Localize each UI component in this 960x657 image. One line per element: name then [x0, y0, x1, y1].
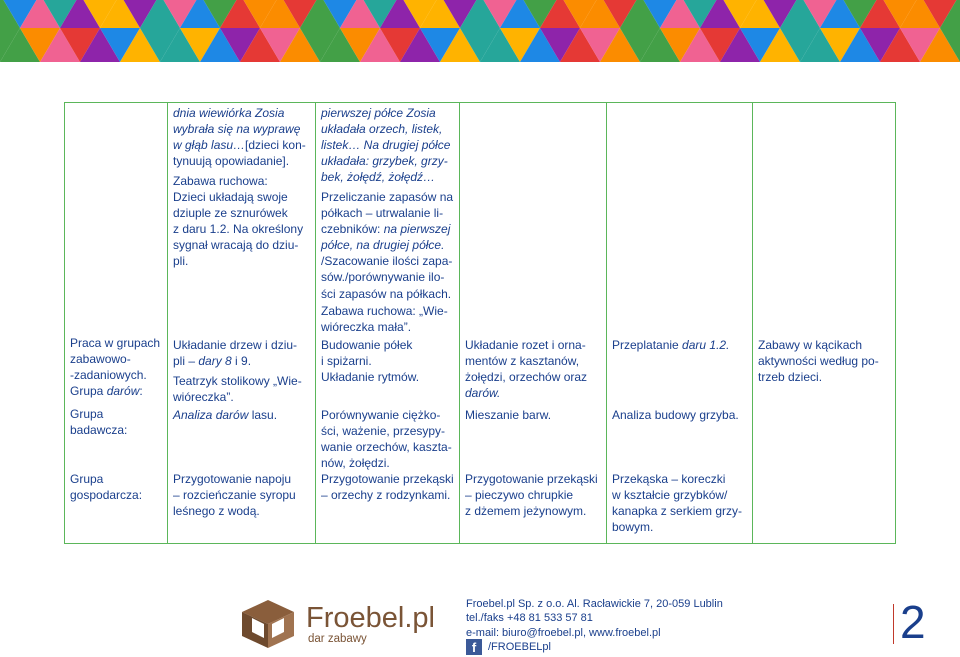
contact-email-web[interactable]: e-mail: biuro@froebel.pl, www.froebel.pl: [466, 626, 661, 639]
facebook-handle[interactable]: /FROEBELpl: [488, 641, 551, 653]
text-line: Przekąska – koreczki: [612, 472, 726, 486]
text-line: bek, żołędź, żołędź…: [321, 170, 436, 185]
page-number-divider: [893, 604, 894, 644]
text-line: półkach – utrwalanie li-: [321, 206, 444, 221]
column-day-2: [316, 103, 460, 543]
column-day-1: [168, 103, 316, 543]
group-household-label: [70, 471, 163, 503]
text-line: pli.: [173, 254, 189, 269]
banner-fade: [0, 62, 960, 80]
text-line: tynuują opowiadanie].: [173, 154, 290, 169]
text-line: trzeb dzieci.: [758, 370, 823, 385]
text-line: Praca w grupach: [70, 336, 161, 350]
text-line: mentów z kasztanów,: [465, 354, 580, 369]
text-line: /Szacowanie ilości zapa-: [321, 254, 453, 269]
prep-block: [173, 471, 311, 519]
text-line: Przygotowanie napoju: [173, 472, 292, 486]
text-fragment: daru 1.2.: [682, 338, 730, 352]
text-fragment: na pierwszej: [383, 222, 451, 237]
text-line: wybrała się na wyprawę: [173, 122, 301, 137]
text-line: sygnał wracają do dziu-: [173, 238, 299, 253]
text-line: [173, 137, 311, 153]
text-fragment: lasu.: [248, 408, 278, 422]
text-line: nów, żołędzi.: [321, 456, 390, 471]
group-darow-label: [70, 383, 163, 399]
text-line: dnia wiewiórka Zosia: [173, 106, 285, 120]
text-line: i spiżarni.: [321, 354, 372, 369]
text-line: z daru 1.2. Na określony: [173, 222, 304, 237]
text-fragment: czebników:: [321, 222, 384, 237]
text-line: z dżemem jeżynowym.: [465, 504, 587, 519]
text-line: żołędzi, orzechów oraz: [465, 370, 588, 385]
text-line: półce, na drugiej półce.: [321, 238, 445, 253]
text-line: ści zapasów na półkach.: [321, 286, 452, 301]
group-research-label: [70, 406, 163, 438]
text-line: leśnego z wodą.: [173, 504, 260, 519]
text-fragment: [dzieci kon-: [245, 138, 306, 153]
text-line: Teatrzyk stolikowy „Wie-: [173, 374, 302, 389]
play-block: [758, 337, 893, 385]
mix-block: [465, 407, 602, 423]
text-fragment: w głąb lasu…: [173, 138, 246, 153]
text-line: – pieczywo chrupkie: [465, 488, 574, 503]
text-line: kanapka z serkiem grzy-: [612, 504, 743, 519]
text-line: badawcza:: [70, 423, 128, 438]
text-line: Układanie rozet i orna-: [465, 338, 586, 352]
movement-game-block: [173, 173, 311, 270]
text-fragment: darów: [106, 384, 140, 399]
text-line: Przeliczanie zapasów na: [321, 190, 454, 204]
froebel-cube-logo-icon: [238, 598, 298, 650]
text-line: Porównywanie ciężko-: [321, 408, 441, 422]
column-day-4: [607, 103, 753, 543]
brand-tagline: dar zabawy: [308, 633, 367, 645]
facebook-icon: f: [466, 639, 482, 655]
text-line: wanie orzechów, kaszta-: [321, 440, 452, 455]
decorative-triangle-banner: [0, 0, 960, 80]
column-day-3: [460, 103, 607, 543]
text-line: wióreczka”.: [173, 390, 234, 405]
text-fragment: i 9.: [231, 354, 252, 369]
contact-info: [466, 597, 723, 640]
weave-block: [612, 337, 748, 353]
compare-block: [321, 407, 455, 471]
contact-phone: tel./faks +48 81 533 57 81: [466, 612, 593, 625]
text-line: – rozcieńczanie syropu: [173, 488, 296, 503]
brand-name: Froebel.pl: [306, 602, 435, 634]
text-line: -zadaniowych.: [70, 368, 147, 383]
text-line: wióreczka mała”.: [321, 320, 412, 335]
text-line: Analiza budowy grzyba.: [612, 408, 739, 422]
facebook-link[interactable]: [466, 639, 551, 655]
build-block: [321, 337, 455, 385]
text-fragment: Przeplatanie: [612, 338, 683, 352]
text-line: Przygotowanie przekąski: [465, 472, 598, 486]
text-line: Mieszanie barw.: [465, 408, 552, 422]
text-line: listek… Na drugiej półce: [321, 138, 451, 153]
movement-game-block: [321, 303, 455, 335]
text-line: układała orzech, listek,: [321, 122, 443, 137]
text-line: gospodarcza:: [70, 488, 143, 503]
contact-address: Froebel.pl Sp. z o.o. Al. Racławickie 7, 20-059 Lublin: [466, 598, 723, 610]
analysis-block: [173, 407, 311, 423]
text-line: Przygotowanie przekąski: [321, 472, 454, 486]
prep-block: [465, 471, 602, 519]
text-fragment: Analiza darów: [173, 408, 249, 422]
text-line: w kształcie grzybków/: [612, 488, 728, 503]
text-fragment: pli –: [173, 354, 199, 369]
prep-block: [321, 471, 455, 503]
group-work-block: [70, 335, 163, 399]
page-number: 2: [900, 596, 926, 648]
activity-plan-table: [64, 102, 896, 544]
analysis-block: [612, 407, 748, 423]
text-line: Zabawa ruchowa:: [173, 174, 268, 188]
text-line: Zabawa ruchowa: „Wie-: [321, 304, 448, 318]
text-line: Grupa: [70, 472, 104, 486]
text-line: darów.: [465, 386, 501, 401]
text-line: [321, 221, 455, 237]
arrange-block: [465, 337, 602, 401]
text-line: Dzieci układają swoje: [173, 190, 288, 205]
text-line: [173, 407, 311, 423]
text-line: Układanie rytmów.: [321, 370, 420, 385]
text-line: [173, 353, 311, 369]
text-line: zabawowo-: [70, 352, 131, 367]
text-line: ści, ważenie, przesypy-: [321, 424, 446, 439]
text-line: – orzechy z rodzynkami.: [321, 488, 451, 503]
text-line: aktywności według po-: [758, 354, 879, 369]
story-block: [321, 105, 455, 185]
prep-block: [612, 471, 748, 535]
story-block: [173, 105, 311, 169]
text-line: Grupa: [70, 407, 104, 421]
text-line: układała: grzybek, grzy-: [321, 154, 448, 169]
text-line: pierwszej półce Zosia: [321, 106, 436, 120]
text-fragment: dary 8: [198, 354, 232, 369]
text-line: bowym.: [612, 520, 654, 535]
text-line: Układanie drzew i dziu-: [173, 338, 298, 352]
text-fragment: :: [139, 384, 143, 399]
text-line: dziuple ze sznurówek: [173, 206, 288, 221]
text-fragment: Grupa: [70, 384, 107, 399]
arrange-block: [173, 337, 311, 405]
text-line: Zabawy w kącikach: [758, 338, 863, 352]
column-group-work: [65, 103, 168, 543]
column-day-5: [753, 103, 897, 543]
text-line: Budowanie półek: [321, 338, 413, 352]
counting-block: [321, 189, 455, 302]
text-line: [612, 337, 748, 353]
text-line: sów./porównywanie ilo-: [321, 270, 445, 285]
